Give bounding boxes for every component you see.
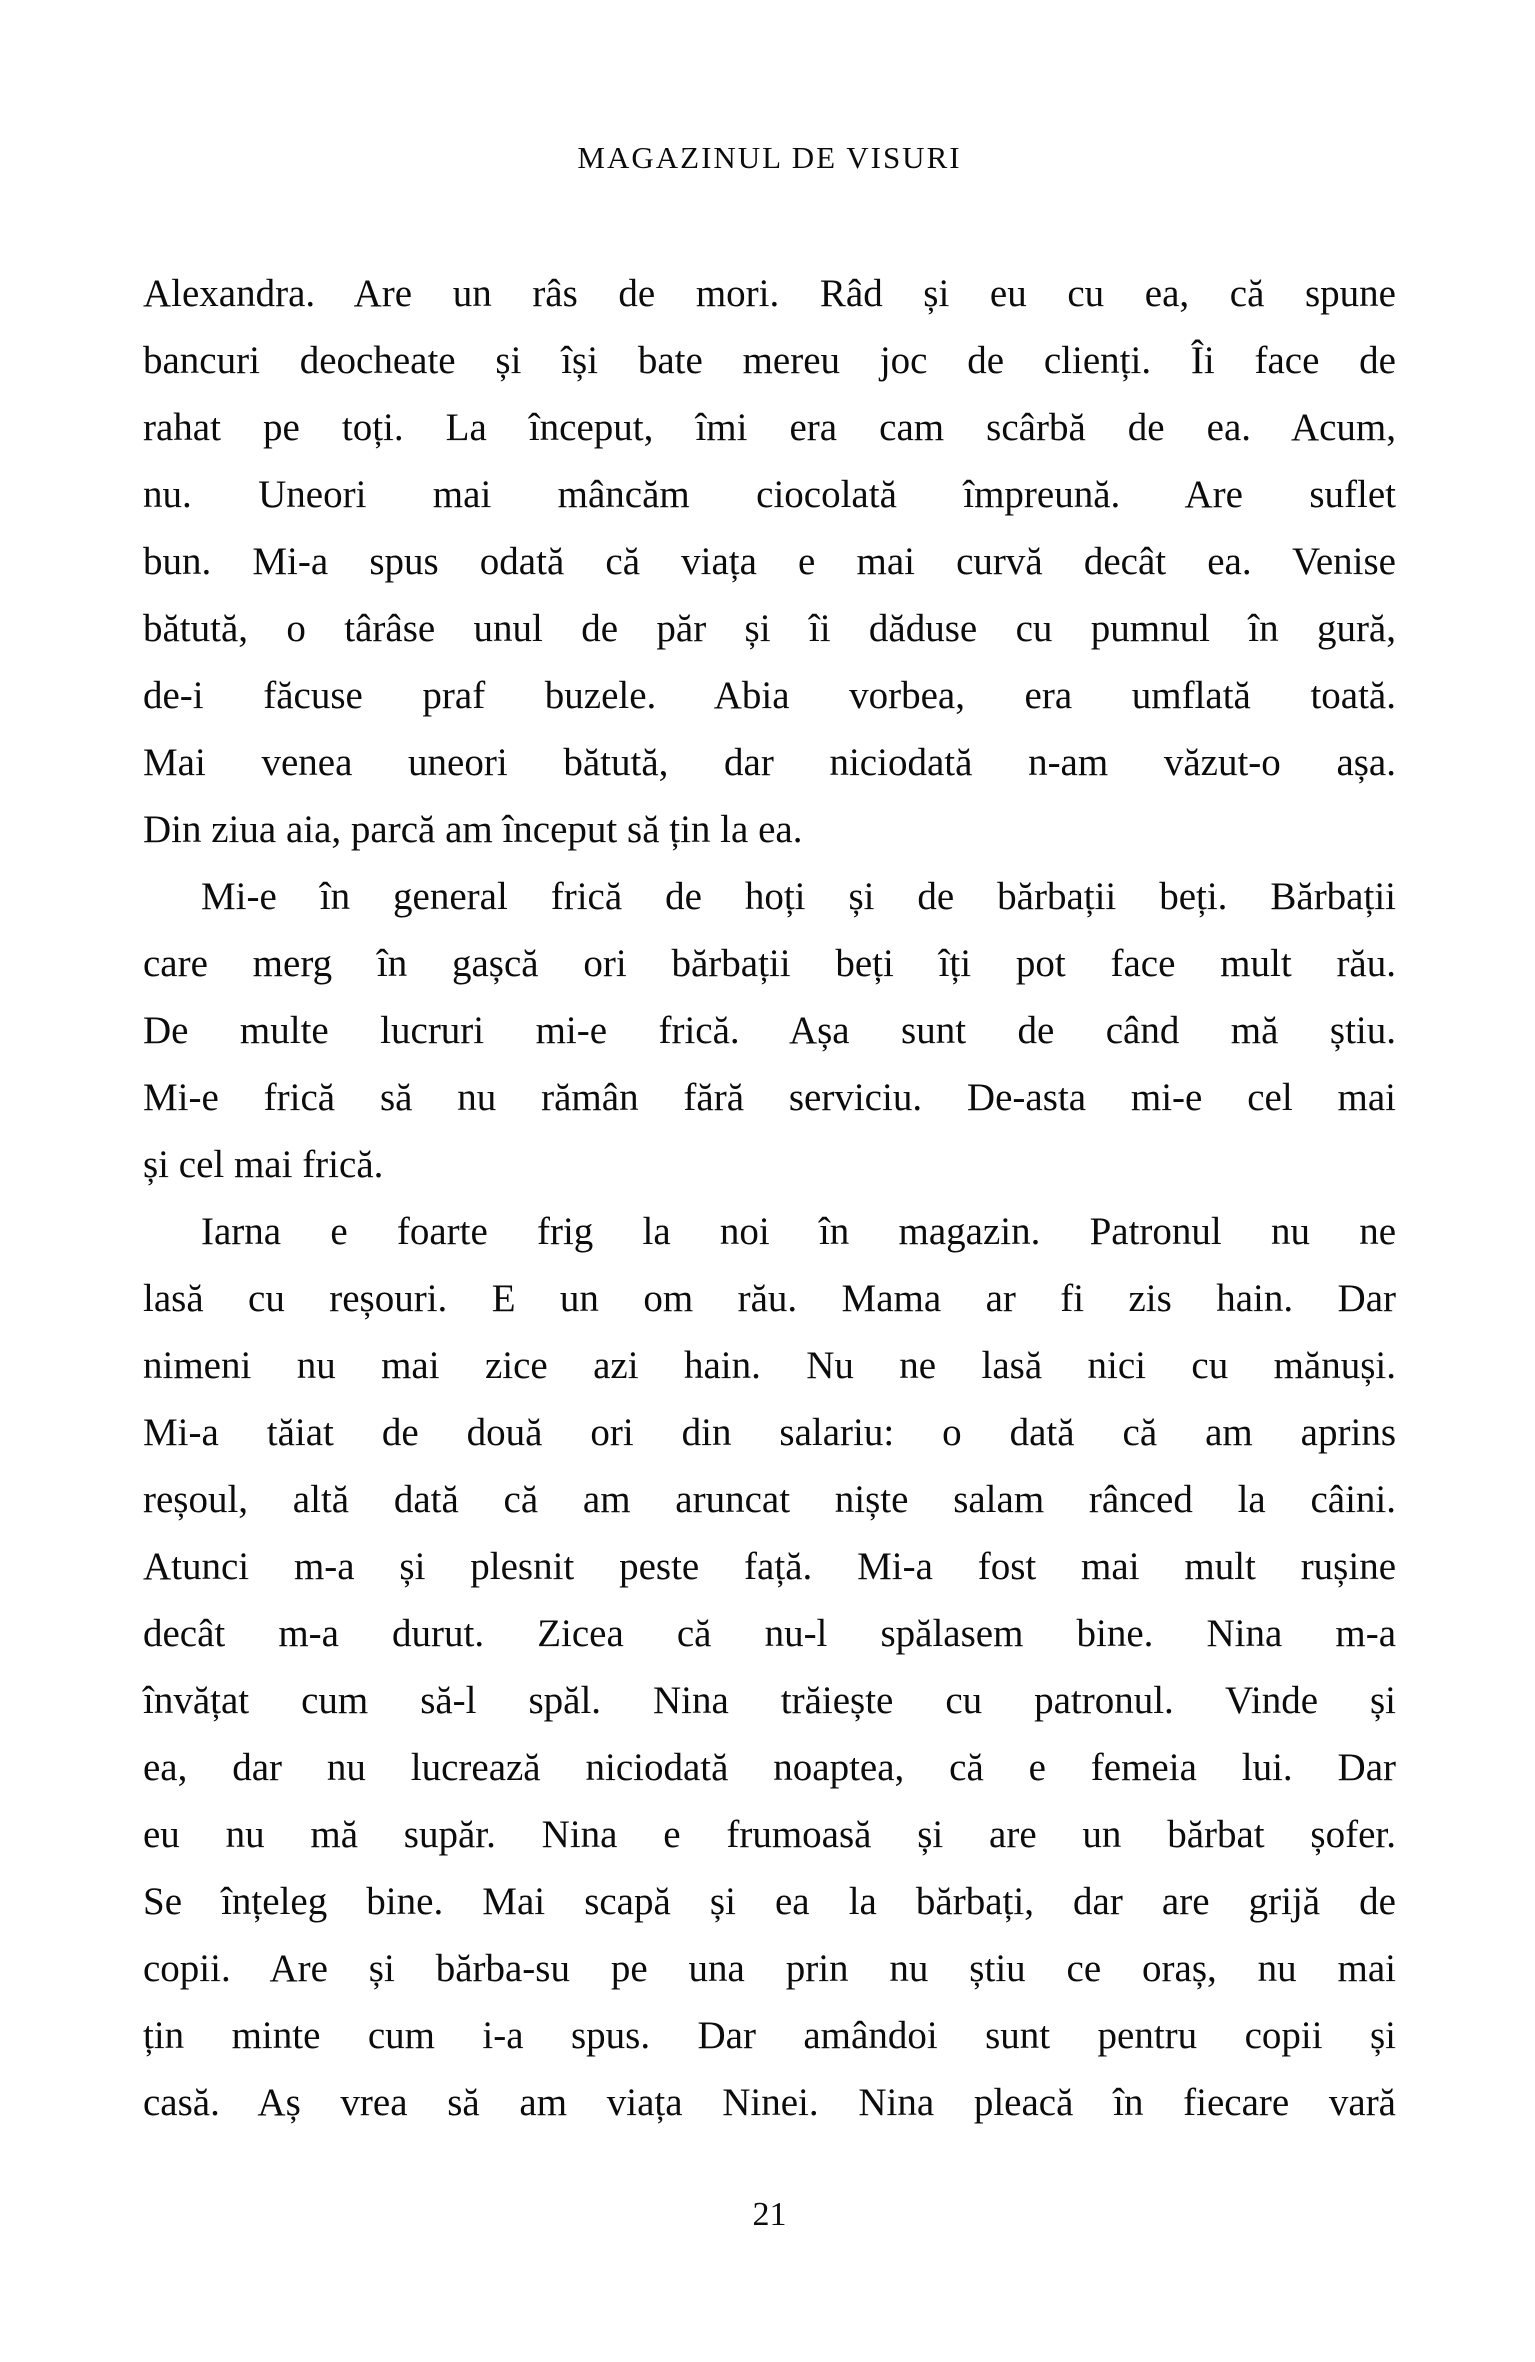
body-text <box>143 260 1396 2136</box>
text-line-paragraph-start: Mi-e în general frică de hoți și de bărbații beți. Bărbații <box>201 875 1396 918</box>
text-line: De multe lucruri mi-e frică. Așa sunt de când mă știu. <box>143 1009 1396 1052</box>
text-line: Atunci m-a și plesnit peste față. Mi-a fost mai mult rușine <box>143 1545 1396 1588</box>
text-line: eu nu mă supăr. Nina e frumoasă și are un bărbat șofer. <box>143 1813 1396 1856</box>
text-line: învățat cum să-l spăl. Nina trăiește cu patronul. Vinde și <box>143 1679 1396 1722</box>
text-line: rahat pe toți. La început, îmi era cam scârbă de ea. Acum, <box>143 406 1396 449</box>
running-header: MAGAZINUL DE VISURI <box>577 140 962 175</box>
text-line: țin minte cum i-a spus. Dar amândoi sunt pentru copii și <box>143 2014 1396 2057</box>
text-line: decât m-a durut. Zicea că nu-l spălasem bine. Nina m-a <box>143 1612 1396 1655</box>
text-line: nu. Uneori mai mâncăm ciocolată împreună. Are suflet <box>143 473 1396 516</box>
text-line: de-i făcuse praf buzele. Abia vorbea, era umflată toată. <box>143 674 1396 717</box>
text-line: bun. Mi-a spus odată că viața e mai curvă decât ea. Venise <box>143 540 1396 583</box>
text-line: copii. Are și bărba-su pe una prin nu știu ce oraș, nu mai <box>143 1947 1396 1990</box>
text-line: reșoul, altă dată că am aruncat niște salam rânced la câini. <box>143 1478 1396 1521</box>
text-line: lasă cu reșouri. E un om rău. Mama ar fi zis hain. Dar <box>143 1277 1396 1320</box>
text-line: nimeni nu mai zice azi hain. Nu ne lasă nici cu mănuși. <box>143 1344 1396 1387</box>
text-line: ea, dar nu lucrează niciodată noaptea, că e femeia lui. Dar <box>143 1746 1396 1789</box>
text-line-paragraph-end: Din ziua aia, parcă am început să țin la ea. <box>143 808 803 851</box>
text-line: bancuri deocheate și își bate mereu joc de clienți. Îi face de <box>143 339 1396 382</box>
text-line: casă. Aș vrea să am viața Ninei. Nina pleacă în fiecare vară <box>143 2081 1396 2124</box>
text-line: Mai venea uneori bătută, dar niciodată n-am văzut-o așa. <box>143 741 1396 784</box>
text-line: Se înțeleg bine. Mai scapă și ea la bărbați, dar are grijă de <box>143 1880 1396 1923</box>
text-line: Alexandra. Are un râs de mori. Râd și eu cu ea, că spune <box>143 272 1396 315</box>
text-line: bătută, o târâse unul de păr și îi dăduse cu pumnul în gură, <box>143 607 1396 650</box>
text-line-paragraph-end: și cel mai frică. <box>143 1143 384 1186</box>
text-line: care merg în gașcă ori bărbații beți îți pot face mult rău. <box>143 942 1396 985</box>
text-line: Mi-a tăiat de două ori din salariu: o dată că am aprins <box>143 1411 1396 1454</box>
page-number: 21 <box>752 2196 787 2233</box>
text-line: Mi-e frică să nu rămân fără serviciu. De-asta mi-e cel mai <box>143 1076 1396 1119</box>
text-line-paragraph-start: Iarna e foarte frig la noi în magazin. Patronul nu ne <box>201 1210 1396 1253</box>
